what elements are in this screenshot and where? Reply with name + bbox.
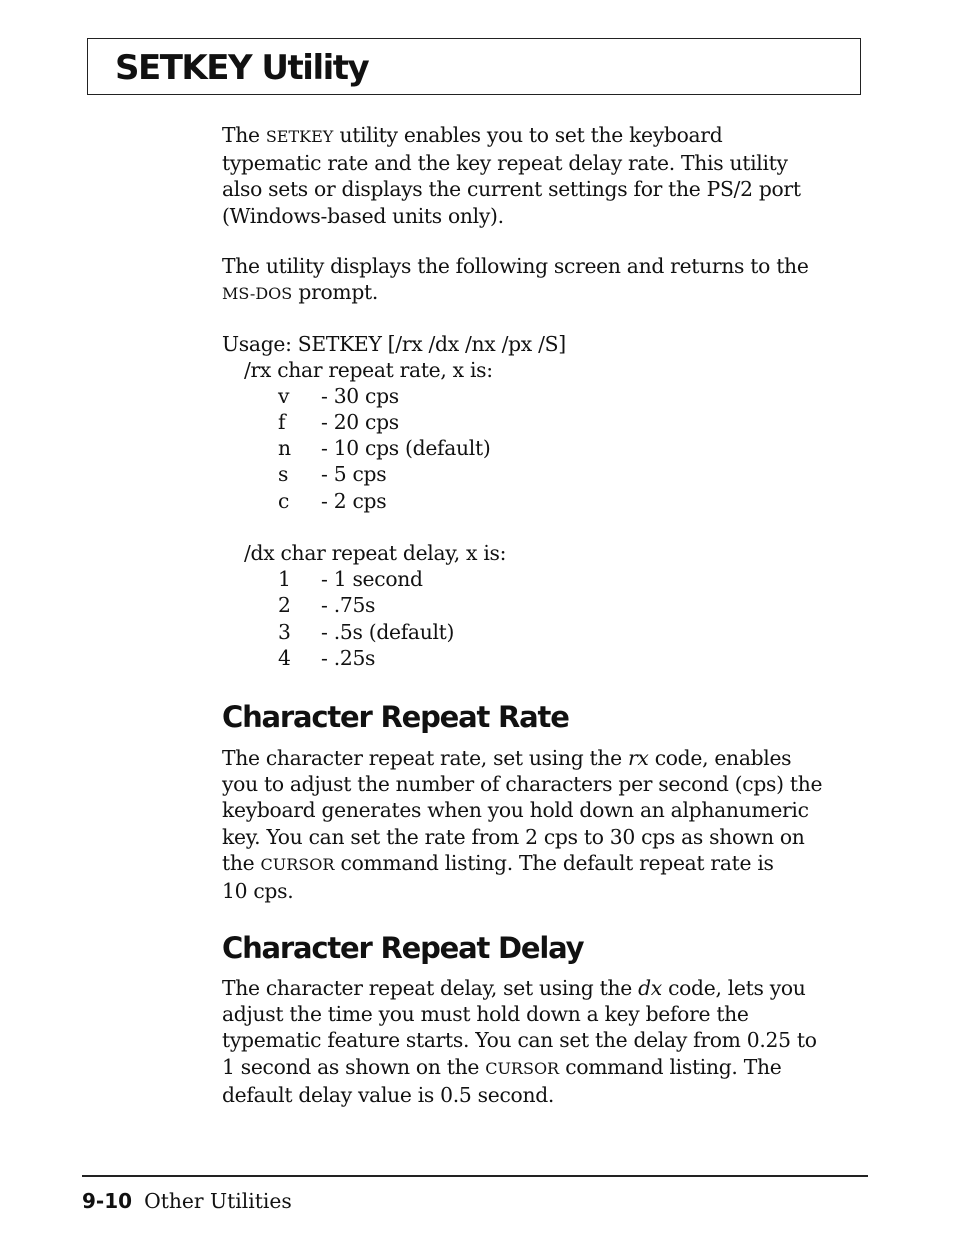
intro-line — [222, 122, 867, 150]
rx-option-key: v — [278, 384, 290, 408]
rx-option-key: s — [278, 462, 289, 486]
footer-rule — [82, 1175, 868, 1177]
page-footer — [82, 1188, 292, 1214]
text-span: code, enables — [648, 746, 792, 770]
code-term: dx — [638, 976, 662, 1000]
dx-option-key: 4 — [278, 646, 291, 670]
dx-option-desc: - .75s — [321, 593, 376, 617]
intro-line: typematic rate and the key repeat delay rate. This utility — [222, 151, 788, 176]
intro-line: also sets or displays the current settings for the PS/2 port — [222, 177, 801, 202]
intro-paragraph-2 — [222, 253, 867, 307]
paragraph-line: 10 cps. — [222, 879, 294, 904]
page-title: SETKEY Utility — [115, 48, 369, 88]
repeat-rate-paragraph — [222, 745, 867, 904]
paragraph-line: adjust the time you must hold down a key before the — [222, 1002, 749, 1027]
repeat-delay-paragraph — [222, 975, 867, 1108]
text-span: command listing. The default repeat rate is — [334, 850, 774, 875]
command-name: CURSOR — [485, 1058, 560, 1078]
text-span: utility enables you to set the keyboard — [333, 123, 723, 147]
rx-option-desc: - 5 cps — [321, 462, 387, 486]
rx-option-desc: - 20 cps — [321, 410, 399, 434]
text-span: prompt. — [292, 280, 378, 305]
text-span: the — [222, 850, 261, 875]
text-span: The — [222, 123, 266, 147]
usage-line: Usage: SETKEY [/rx /dx /nx /px /S] — [222, 332, 566, 356]
rx-option-key: c — [278, 489, 290, 513]
intro-line: (Windows-based units only). — [222, 203, 504, 228]
page-number: 9-10 — [82, 1189, 133, 1213]
dx-header: /dx char repeat delay, x is: — [244, 541, 507, 565]
rx-option-key: f — [278, 410, 286, 434]
os-name: MS-DOS — [222, 284, 293, 304]
rx-option-desc: - 2 cps — [321, 489, 387, 513]
paragraph-line — [222, 975, 867, 1001]
intro-line: The utility displays the following screen and returns to the — [222, 254, 809, 278]
dx-option-desc: - 1 second — [321, 567, 423, 591]
command-name: CURSOR — [260, 854, 335, 874]
paragraph-line: keyboard generates when you hold down an alphanumeric — [222, 798, 809, 823]
paragraph-line: you to adjust the number of characters per second (cps) the — [222, 772, 823, 797]
rx-header: /rx char repeat rate, x is: — [244, 358, 493, 382]
paragraph-line — [222, 1054, 867, 1082]
rx-option-desc: - 30 cps — [321, 384, 399, 408]
paragraph-line: key. You can set the rate from 2 cps to 30 cps as shown on — [222, 824, 805, 849]
code-term: rx — [628, 746, 649, 770]
intro-paragraph-1 — [222, 122, 867, 229]
section-heading-repeat-delay: Character Repeat Delay — [222, 931, 584, 965]
dx-option-key: 3 — [278, 620, 291, 644]
paragraph-line: typematic feature starts. You can set the delay from 0.25 to — [222, 1028, 817, 1053]
dx-option-desc: - .5s (default) — [321, 620, 455, 644]
text-span: 1 second as shown on the — [222, 1054, 486, 1079]
text-span: command listing. The — [559, 1054, 782, 1079]
intro-line — [222, 279, 867, 307]
dx-option-desc: - .25s — [321, 646, 376, 670]
paragraph-line — [222, 745, 867, 771]
dx-option-key: 2 — [278, 593, 291, 617]
dx-option-key: 1 — [278, 567, 291, 591]
text-span: code, lets you — [661, 976, 806, 1000]
paragraph-line: default delay value is 0.5 second. — [222, 1082, 555, 1107]
section-heading-repeat-rate: Character Repeat Rate — [222, 700, 569, 734]
paragraph-line — [222, 850, 867, 878]
rx-option-desc: - 10 cps (default) — [321, 436, 491, 460]
utility-name: SETKEY — [265, 127, 334, 146]
title-box — [87, 38, 861, 95]
text-span: The character repeat delay, set using the — [222, 976, 639, 1000]
chapter-title: Other Utilities — [144, 1189, 292, 1213]
text-span: The character repeat rate, set using the — [222, 746, 629, 770]
rx-option-key: n — [278, 436, 292, 460]
